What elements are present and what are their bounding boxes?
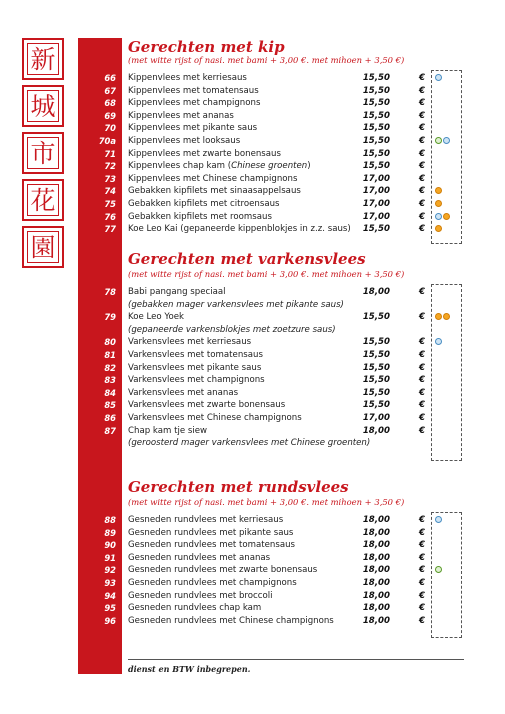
- euro-sign: €: [419, 148, 425, 159]
- euro-sign: €: [419, 425, 425, 436]
- item-price: 15,50: [362, 337, 390, 348]
- item-number: 93: [104, 578, 116, 588]
- blue-dot-icon: [435, 516, 442, 523]
- footer-divider: [128, 659, 464, 660]
- euro-sign: €: [419, 590, 425, 601]
- blue-dot-icon: [435, 338, 442, 345]
- euro-sign: €: [419, 312, 425, 323]
- item-price: 15,50: [362, 224, 390, 235]
- menu-item: [78, 72, 488, 85]
- euro-sign: €: [419, 110, 425, 121]
- menu-item: [78, 336, 488, 349]
- item-name: Kippenvlees met tomatensaus: [128, 85, 259, 96]
- item-name: Varkensvlees met tomatensaus: [128, 350, 263, 360]
- euro-sign: €: [419, 337, 425, 348]
- euro-sign: €: [419, 161, 425, 172]
- item-number: 82: [104, 362, 116, 373]
- menu-item: [78, 539, 488, 552]
- menu-item: [78, 590, 488, 603]
- item-name: Varkensvlees met champignons: [128, 375, 265, 386]
- item-price: 18,00: [362, 565, 390, 576]
- item-price: 17,00: [362, 199, 390, 209]
- orange-dot-icon: [435, 313, 442, 320]
- item-name: Kippenvlees met ananas: [128, 110, 234, 121]
- euro-sign: €: [419, 287, 425, 297]
- blue-dot-icon: [443, 137, 450, 144]
- dish-icons: [435, 200, 442, 209]
- item-name: (gebakken mager varkensvlees met pikante saus): [128, 299, 344, 310]
- dish-icons: [435, 516, 442, 525]
- euro-sign: €: [419, 552, 425, 563]
- item-price: 15,50: [362, 387, 390, 398]
- item-name: Kippenvlees met pikante saus: [128, 123, 258, 134]
- item-number: 84: [104, 387, 116, 398]
- green-dot-icon: [435, 566, 442, 573]
- section-title: Gerechten met rundsvlees: [128, 478, 349, 496]
- item-number: 70a: [98, 136, 116, 146]
- dish-icons: [435, 338, 442, 347]
- dish-icons: [435, 213, 450, 222]
- euro-sign: €: [419, 350, 425, 360]
- item-number: 90: [104, 540, 116, 551]
- seal-character: [22, 38, 64, 80]
- item-number: 68: [104, 98, 116, 109]
- item-price: 18,00: [362, 615, 390, 626]
- item-name: Gesneden rundvlees met kerriesaus: [128, 515, 284, 525]
- item-name-text: Kippenvlees chap kam (: [128, 161, 232, 172]
- dish-icons: [435, 74, 442, 83]
- item-number: 95: [104, 603, 116, 614]
- menu-item: [78, 514, 488, 527]
- item-name: Gesneden rundvlees met tomatensaus: [128, 540, 296, 551]
- seal-character: [22, 226, 64, 268]
- item-price: 18,00: [362, 590, 390, 601]
- item-number: 72: [104, 161, 116, 172]
- menu-item: [78, 399, 488, 412]
- seal-glyph: 新: [30, 44, 56, 74]
- item-name: Gebakken kipfilets met citroensaus: [128, 199, 280, 209]
- menu-item: [78, 349, 488, 362]
- item-price: 15,50: [362, 312, 390, 323]
- orange-dot-icon: [443, 313, 450, 320]
- item-price: 18,00: [362, 425, 390, 436]
- item-name: Gesneden rundvlees met Chinese champignons: [128, 615, 334, 626]
- seal-glyph: 花: [30, 185, 56, 215]
- menu-item: [78, 552, 488, 565]
- item-price: 15,50: [362, 85, 390, 96]
- item-number: 89: [104, 527, 116, 538]
- item-number: 67: [104, 85, 116, 96]
- menu-item: [78, 97, 488, 110]
- orange-dot-icon: [435, 225, 442, 232]
- orange-dot-icon: [435, 187, 442, 194]
- euro-sign: €: [419, 136, 425, 146]
- item-price: 18,00: [362, 515, 390, 525]
- menu-item: [78, 135, 488, 148]
- item-number: 79: [104, 312, 116, 323]
- item-price: 17,00: [362, 413, 390, 423]
- item-number: 87: [104, 425, 116, 436]
- section-subtitle: (met witte rijst of nasi. met bami + 3,00 €. met mihoen + 3,50 €): [128, 269, 405, 279]
- item-price: 15,50: [362, 110, 390, 121]
- seal-character: [22, 85, 64, 127]
- item-number: 69: [104, 110, 116, 121]
- item-name: Gesneden rundvlees chap kam: [128, 603, 262, 614]
- euro-sign: €: [419, 515, 425, 525]
- item-number: 78: [104, 287, 116, 297]
- seal-character: [22, 132, 64, 174]
- orange-dot-icon: [443, 213, 450, 220]
- euro-sign: €: [419, 123, 425, 134]
- dish-icons: [435, 137, 450, 146]
- euro-sign: €: [419, 387, 425, 398]
- seal-glyph: 園: [30, 232, 56, 262]
- item-name: Varkensvlees met pikante saus: [128, 362, 262, 373]
- item-price: 17,00: [362, 173, 390, 184]
- item-name-suffix: ): [307, 161, 311, 172]
- item-name: Kippenvlees met Chinese champignons: [128, 173, 298, 184]
- menu-item: [78, 425, 488, 438]
- item-price: 15,50: [362, 400, 390, 411]
- seal-glyph: 城: [30, 91, 56, 121]
- item-price: 18,00: [362, 540, 390, 551]
- menu-item: [78, 122, 488, 135]
- item-name: Babi pangang speciaal: [128, 287, 226, 297]
- menu-item: [78, 362, 488, 375]
- section-title: Gerechten met varkensvlees: [128, 250, 366, 268]
- euro-sign: €: [419, 186, 425, 197]
- item-name: Gebakken kipfilets met roomsaus: [128, 211, 272, 222]
- blue-dot-icon: [435, 213, 442, 220]
- item-number: 77: [104, 224, 116, 235]
- menu-item: [78, 602, 488, 615]
- item-price: 18,00: [362, 287, 390, 297]
- orange-dot-icon: [435, 200, 442, 207]
- euro-sign: €: [419, 98, 425, 109]
- footer-note: dienst en BTW inbegrepen.: [128, 664, 251, 674]
- item-price: 15,50: [362, 123, 390, 134]
- menu-item: [78, 387, 488, 400]
- dish-icons: [435, 187, 442, 196]
- item-price: 15,50: [362, 73, 390, 83]
- item-price: 18,00: [362, 578, 390, 588]
- menu-item: [78, 412, 488, 425]
- item-name: Gesneden rundvlees met pikante saus: [128, 527, 294, 538]
- menu-item: [78, 110, 488, 123]
- item-name: [128, 160, 311, 173]
- item-name: Kippenvlees met looksaus: [128, 136, 241, 146]
- item-number: 91: [104, 552, 116, 563]
- menu-item: [78, 374, 488, 387]
- menu-item: [78, 615, 488, 628]
- euro-sign: €: [419, 375, 425, 386]
- item-price: 15,50: [362, 136, 390, 146]
- dish-description: [78, 299, 488, 312]
- euro-sign: €: [419, 211, 425, 222]
- item-name: Gesneden rundvlees met broccoli: [128, 590, 273, 601]
- dish-icons: [435, 225, 442, 234]
- item-price: 18,00: [362, 603, 390, 614]
- menu-item: [78, 577, 488, 590]
- item-number: 85: [104, 400, 116, 411]
- menu-item: [78, 211, 488, 224]
- menu-item: [78, 160, 488, 173]
- logo-seals: [22, 38, 68, 273]
- blue-dot-icon: [435, 74, 442, 81]
- item-price: 18,00: [362, 527, 390, 538]
- item-price: 15,50: [362, 161, 390, 172]
- menu-item: [78, 148, 488, 161]
- item-number: 75: [104, 199, 116, 209]
- euro-sign: €: [419, 400, 425, 411]
- item-name: Varkensvlees met kerriesaus: [128, 337, 252, 348]
- item-name: Varkensvlees met zwarte bonensaus: [128, 400, 286, 411]
- item-price: 15,50: [362, 362, 390, 373]
- item-name: Varkensvlees met Chinese champignons: [128, 413, 302, 423]
- item-price: 18,00: [362, 552, 390, 563]
- item-name: Gesneden rundvlees met champignons: [128, 578, 297, 588]
- item-price: 15,50: [362, 148, 390, 159]
- item-name: Chap kam tje siew: [128, 425, 208, 436]
- menu-item: [78, 286, 488, 299]
- euro-sign: €: [419, 224, 425, 235]
- menu-item: [78, 527, 488, 540]
- section-subtitle: (met witte rijst of nasi. met bami + 3,00 €. met mihoen + 3,50 €): [128, 55, 405, 65]
- item-name: Gesneden rundvlees met ananas: [128, 552, 271, 563]
- item-number: 88: [104, 515, 116, 525]
- item-number: 73: [104, 173, 116, 184]
- item-price: 15,50: [362, 350, 390, 360]
- euro-sign: €: [419, 603, 425, 614]
- dish-icons: [435, 566, 442, 575]
- item-name: Kippenvlees met champignons: [128, 98, 261, 109]
- euro-sign: €: [419, 85, 425, 96]
- euro-sign: €: [419, 413, 425, 423]
- euro-sign: €: [419, 615, 425, 626]
- menu-item: [78, 85, 488, 98]
- menu-item: [78, 198, 488, 211]
- euro-sign: €: [419, 565, 425, 576]
- menu-item: [78, 311, 488, 324]
- dish-icons: [435, 313, 450, 322]
- euro-sign: €: [419, 362, 425, 373]
- euro-sign: €: [419, 540, 425, 551]
- item-number: 70: [104, 123, 116, 134]
- item-name-italic: Chinese groenten: [231, 161, 308, 172]
- item-number: 94: [104, 590, 116, 601]
- euro-sign: €: [419, 73, 425, 83]
- menu-item: [78, 185, 488, 198]
- section-subtitle: (met witte rijst of nasi. met bami + 3,00 €. met mihoen + 3,50 €): [128, 497, 405, 507]
- item-name: Gebakken kipfilets met sinaasappelsaus: [128, 186, 301, 197]
- menu-item: [78, 223, 488, 236]
- dish-description: [78, 324, 488, 337]
- item-number: 86: [104, 413, 116, 423]
- euro-sign: €: [419, 578, 425, 588]
- item-number: 66: [104, 73, 116, 83]
- green-dot-icon: [435, 137, 442, 144]
- euro-sign: €: [419, 199, 425, 209]
- item-price: 15,50: [362, 98, 390, 109]
- item-number: 96: [104, 615, 116, 626]
- euro-sign: €: [419, 173, 425, 184]
- item-number: 83: [104, 375, 116, 386]
- item-name: Gesneden rundvlees met zwarte bonensaus: [128, 565, 318, 576]
- item-name: (geroosterd mager varkensvlees met Chinese groenten): [128, 438, 371, 449]
- item-name: (gepaneerde varkensblokjes met zoetzure saus): [128, 324, 336, 335]
- item-number: 74: [104, 186, 116, 197]
- menu-item: [78, 564, 488, 577]
- item-price: 15,50: [362, 375, 390, 386]
- item-price: 17,00: [362, 211, 390, 222]
- item-name: Kippenvlees met kerriesaus: [128, 73, 247, 83]
- section-title: Gerechten met kip: [128, 38, 285, 56]
- item-number: 76: [104, 211, 116, 222]
- item-price: 17,00: [362, 186, 390, 197]
- seal-glyph: 市: [30, 138, 56, 168]
- seal-character: [22, 179, 64, 221]
- item-number: 80: [104, 337, 116, 348]
- item-name: Koe Leo Yoek: [128, 312, 185, 323]
- item-number: 92: [104, 565, 116, 576]
- menu-item: [78, 173, 488, 186]
- item-number: 71: [104, 148, 116, 159]
- item-name: Kippenvlees met zwarte bonensaus: [128, 148, 281, 159]
- dish-description: [78, 437, 488, 450]
- item-name: Varkensvlees met ananas: [128, 387, 239, 398]
- item-name: Koe Leo Kai (gepaneerde kippenblokjes in z.z. saus): [128, 224, 351, 235]
- euro-sign: €: [419, 527, 425, 538]
- item-number: 81: [104, 350, 116, 360]
